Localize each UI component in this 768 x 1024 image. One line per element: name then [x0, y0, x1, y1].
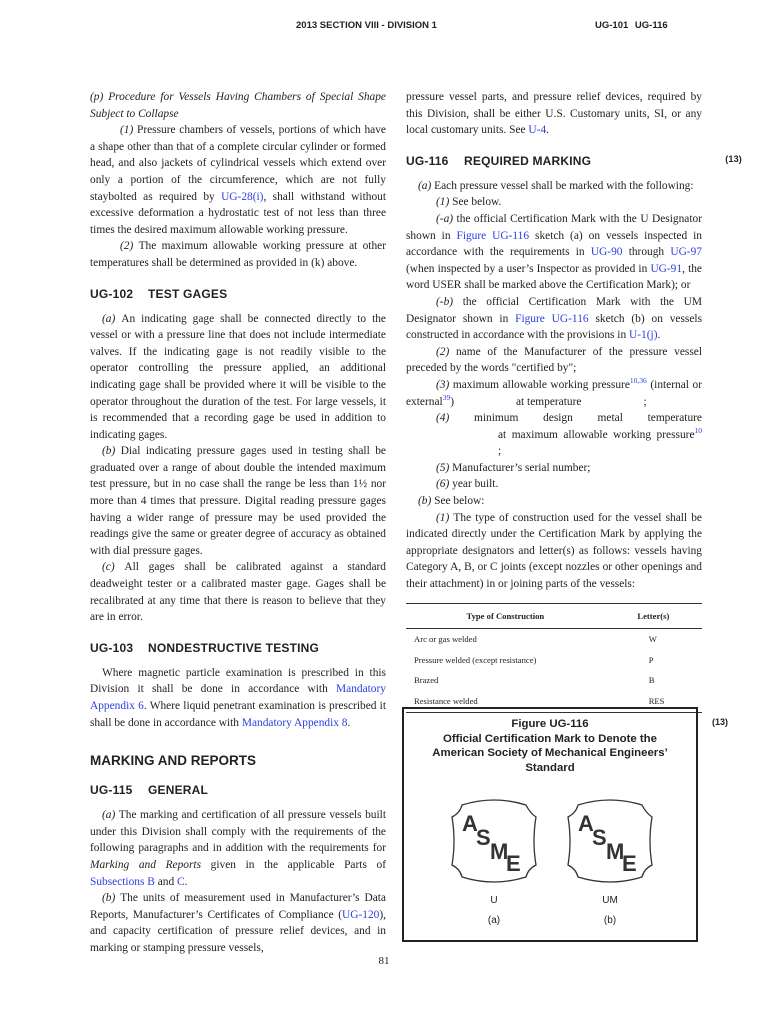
subsection-heading [90, 287, 386, 301]
text-run: . [347, 716, 351, 729]
cross-reference-link[interactable]: C [177, 875, 185, 888]
running-header-sections: UG-101 UG-116 [595, 20, 668, 31]
italic-run: (2) [436, 345, 456, 358]
paragraph [406, 178, 702, 195]
cross-reference-link[interactable]: UG-90 [590, 246, 623, 259]
svg-text:A: A [578, 811, 594, 836]
asme-mark-icon [564, 795, 656, 887]
paragraph [90, 665, 386, 731]
italic-run: Marking and Reports [90, 858, 202, 871]
text-run: name of the Manufacturer of the pressure vessel preceded by the words "certified by"; [406, 345, 702, 375]
mark-letter: A [462, 811, 478, 836]
text-run: , the word USER shall be marked above the Certification Mark); or [406, 262, 702, 292]
table-cell: P [648, 654, 654, 665]
text-run: Pressure chambers of vessels, portions of which have a shape other than that of a complete circular cylinder or formed head, and also jackets of cylindrical vessels which extend over only a portion of the circumference, which are not fully staybolted as required by [90, 124, 386, 203]
paragraph [406, 476, 702, 493]
italic-run: (5) [436, 461, 453, 474]
text-run: Manufacturer’s serial number; [452, 461, 591, 474]
text-run: The marking and certification of all pressure vessels built under this Division shall comply with the requirements of the following paragraphs and in addition with the requirements for [90, 809, 386, 855]
table-cell: Brazed [414, 675, 439, 686]
paragraph [90, 122, 386, 238]
text-run: . Where liquid penetrant examination is prescribed it shall be done in accordance with [90, 700, 386, 729]
italic-run: (4) [436, 412, 475, 425]
table-cell: RES [648, 696, 665, 706]
text-run: . [184, 875, 188, 888]
table-cell: B [648, 675, 655, 686]
text-run: Each pressure vessel shall be marked with the following: [434, 179, 694, 192]
section-title: TEST GAGES [148, 286, 228, 301]
text-run: ), and capacity certification of pressure relief devices, and in marking or stamping pressure vessels, [90, 908, 386, 954]
text-run: sketch (a) on vessels inspected in accordance with the requirements in [406, 229, 702, 259]
left-column [90, 89, 386, 957]
figure-title: Figure UG-116 [511, 718, 589, 730]
subsection-heading [90, 783, 386, 797]
figure-caption: Official Certification Mark to Denote the American Society of Mechanical Engineers’ Standard [432, 732, 668, 774]
text-run: See below. [452, 196, 502, 209]
cross-reference-link[interactable]: Mandatory Appendix 8 [241, 716, 348, 729]
paragraph [90, 559, 386, 625]
text-run: The type of construction used for the vessel shall be indicated directly under the Certification Mark by applying the appropriate designators and letter(s) as follows: vessels having Category A, B, or C joints (except nozzles or other openings and their attachment) in or joining parts of the vessels: [406, 511, 702, 591]
footnote-ref[interactable]: 10 [694, 425, 702, 435]
running-header-title: 2013 SECTION VIII - DIVISION 1 [296, 20, 437, 31]
designator-label: U [490, 895, 498, 906]
svg-text:M: M [490, 839, 509, 864]
italic-run: (1) [436, 196, 453, 209]
text-run: (internal or external [406, 378, 702, 408]
cross-reference-link[interactable]: Mandatory Appendix 6 [90, 683, 386, 712]
text-run: the official Certification Mark with the U Designator shown in [406, 212, 702, 242]
table-cell: Arc or gas welded [414, 634, 477, 645]
text-run: ; [498, 445, 502, 458]
subsection-heading [406, 153, 742, 168]
footnote-ref[interactable]: 39 [442, 392, 451, 402]
subsection-heading [90, 641, 386, 655]
cross-reference-link[interactable]: UG-120 [342, 908, 380, 921]
cross-reference-link[interactable]: U-1(j) [629, 329, 658, 342]
italic-run: (p) Procedure for Vessels Having Chambers of Special Shape Subject to Collapse [90, 91, 386, 120]
paragraph [406, 377, 702, 410]
table-row [406, 650, 702, 671]
text-run: the official Certification Mark with the UM Designator shown in [406, 295, 702, 325]
table-header-row [406, 603, 702, 629]
cross-reference-link[interactable]: U-4 [528, 124, 547, 137]
text-run: through [622, 246, 671, 259]
asme-mark-icon [448, 795, 540, 887]
text-run: ) [450, 395, 454, 408]
italic-run: (2) [120, 240, 139, 253]
text-run: . [657, 329, 661, 342]
revision-marker: (13) [711, 717, 728, 727]
italic-run: (3) [436, 378, 453, 391]
text-run: minimum design metal temperature [474, 412, 702, 425]
svg-text:E: E [622, 851, 637, 876]
section-number: UG-103 [90, 640, 134, 655]
text-run: (when inspected by a user’s Inspector as provided in [406, 262, 651, 275]
italic-run: (-a) [436, 212, 457, 225]
italic-run: (a) [418, 179, 435, 192]
text-run: Where magnetic particle examination is prescribed in this Division it shall be done in accordance with [90, 666, 386, 696]
text-run: Dial indicating pressure gages used in testing shall be graduated over a range of about double the intended maximum test pressure, but in no case shall the range be less than 1½ nor more than 4 times that pressure. Digital reading pressure gages having a wider range of pressure may be used provided the readings give the same or greater degree of accuracy as obtained with dial pressure gages. [90, 445, 386, 557]
text-run: . [546, 124, 549, 137]
text-run: ; [643, 395, 647, 408]
paragraph [90, 311, 386, 444]
text-run: The units of measurement used in Manufacturer’s Data Reports, Manufacturer’s Certificates of Compliance ( [90, 892, 386, 921]
text-run: pressure vessel parts, and pressure relief devices, required by this Division, shall be either U.S. Customary units, SI, or any local customary units. See [406, 91, 702, 137]
paragraph [406, 89, 702, 139]
paragraph [406, 493, 702, 510]
paragraph [90, 890, 386, 956]
certification-mark-u [448, 795, 540, 926]
cross-reference-link[interactable]: UG-91 [650, 262, 683, 275]
figure-ug-116 [402, 707, 728, 942]
cross-reference-link[interactable]: UG-28(i) [221, 190, 264, 203]
section-heading: MARKING AND REPORTS [90, 753, 257, 769]
italic-run: (-b) [436, 295, 463, 308]
text-run: sketch (b) on vessels constructed in accordance with the provisions in [406, 312, 703, 342]
cross-reference-link[interactable]: Subsections B [90, 875, 155, 888]
construction-type-table [406, 603, 702, 713]
paragraph [406, 194, 702, 211]
italic-run: (b) [102, 445, 121, 458]
designator-label: UM [602, 895, 618, 906]
table-cell: W [648, 634, 657, 645]
text-run: All gages shall be calibrated against a standard deadweight tester or a calibrated master gage. Gages shall be recalibrated at any time that there is reason to believe that they are in error. [90, 561, 386, 624]
sketch-label: (b) [603, 915, 617, 926]
italic-run: (a) [102, 809, 119, 822]
paragraph [406, 460, 702, 477]
text-run: given in the applicable Parts of [201, 858, 386, 871]
paragraph [406, 294, 702, 344]
italic-run: (1) [436, 511, 454, 524]
svg-text:M: M [606, 839, 625, 864]
text-run: , shall withstand without excessive deformation a hydrostatic test of not less than three times the desired maximum allowable working pressure. [90, 190, 386, 236]
text-run: maximum allowable working pressure [452, 378, 630, 391]
italic-run: (6) [436, 478, 453, 491]
section-title: GENERAL [148, 783, 209, 798]
italic-run: (b) [418, 495, 435, 508]
text-run: See below: [434, 495, 485, 508]
paragraph [406, 410, 702, 460]
revision-marker: (13) [725, 153, 742, 164]
italic-run: (1) [120, 124, 137, 137]
section-number: UG-102 [90, 286, 134, 301]
italic-run: (c) [102, 561, 125, 574]
section-title: REQUIRED MARKING [464, 153, 592, 168]
text-run: The maximum allowable working pressure at other temperatures shall be determined as provided in (k) above. [90, 240, 386, 269]
paragraph [90, 807, 386, 890]
paragraph [90, 238, 386, 271]
paragraph [406, 211, 702, 294]
text-run: An indicating gage shall be connected directly to the vessel or with a pressure line that does not include intermediate valves. If the indicating gage is not readily visible to the operator controlling the pressure applied, an additional indicating gage shall be provided where it will be visible to the operator throughout the duration of the test. For large vessels, it is recommended that a recording gage be used in addition to indicating gages. [90, 312, 386, 441]
table-row [406, 670, 702, 691]
table-row [406, 629, 702, 650]
section-title: NONDESTRUCTIVE TESTING [148, 640, 320, 655]
cross-reference-link[interactable]: Figure UG-116 [515, 312, 589, 325]
page-number: 81 [378, 955, 390, 967]
italic-run: (a) [102, 312, 122, 325]
right-column [406, 89, 742, 713]
table-cell: Pressure welded (except resistance) [414, 654, 537, 665]
section-number: UG-115 [90, 783, 133, 798]
cross-reference-link[interactable]: UG-97 [670, 246, 702, 259]
sketch-label: (a) [487, 915, 501, 926]
certification-mark-um [564, 795, 656, 926]
svg-text:S: S [476, 825, 491, 850]
svg-text:S: S [592, 825, 607, 850]
text-run: at temperature [515, 395, 582, 408]
text-run: at maximum allowable working pressure [498, 428, 695, 441]
italic-run: (b) [102, 892, 121, 905]
column-header: Type of Construction [406, 603, 605, 629]
section-number: UG-116 [406, 153, 449, 168]
paragraph [90, 443, 386, 559]
table-cell: Resistance welded [414, 696, 478, 706]
footnote-ref[interactable]: 10,36 [629, 376, 647, 386]
svg-text:E: E [506, 851, 521, 876]
cross-reference-link[interactable]: Figure UG-116 [456, 229, 530, 242]
text-run: and [154, 875, 178, 888]
column-header: Letter(s) [605, 603, 702, 629]
paragraph [406, 344, 702, 377]
paragraph [406, 510, 702, 593]
text-run: year built. [452, 478, 499, 491]
paragraph [90, 89, 386, 122]
